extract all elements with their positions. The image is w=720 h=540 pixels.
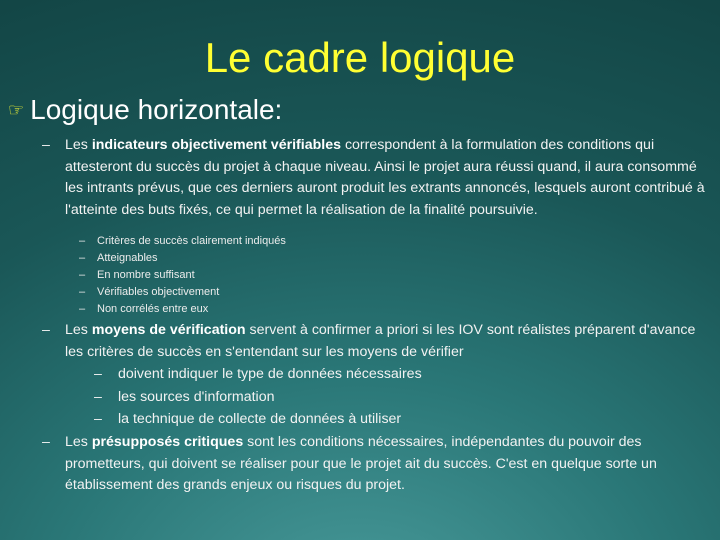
- dash-marker: –: [42, 322, 50, 338]
- dash-marker: –: [42, 137, 50, 153]
- bullet-iov-text: Les indicateurs objectivement vérifiables correspondent à la formulation des conditions qui attesteront du succès du projet à chaque niveau. Ainsi le projet aura réussi quand, il aura consommé les intrants prévus, que ces derniers auront produit les extrants annoncés, lesquels auront contribué à l'atteinte des buts fixés, ce qui permet la réalisation de la finalité poursuivie.: [65, 137, 705, 218]
- list-item: – En nombre suffisant: [79, 269, 195, 281]
- slide-title: Le cadre logique: [204, 34, 516, 81]
- pointing-hand-icon: ☞: [8, 100, 25, 120]
- section-heading: [8, 94, 282, 126]
- iov-criteria-list: [79, 233, 286, 318]
- bullet-mv: [30, 320, 714, 363]
- dash-marker: –: [42, 434, 50, 450]
- bullet-iov: [30, 135, 714, 221]
- bullet-pc-text: Les présupposés critiques sont les conditions nécessaires, indépendantes du pouvoir des prometteurs, qui doivent se réaliser pour que le projet ait du succès. C'est en quelque sorte un établissement des grands enjeux ou risques du projet.: [65, 434, 657, 493]
- list-item: – les sources d'information: [94, 388, 275, 405]
- heading-text: Logique horizontale:: [30, 94, 283, 125]
- bullet-pc: [30, 432, 714, 497]
- list-item: – la technique de collecte de données à utiliser: [94, 411, 402, 427]
- mv-items-list: [94, 363, 422, 431]
- list-item: – Non corrélés entre eux: [79, 303, 209, 315]
- bold-term: indicateurs objectivement vérifiables: [91, 137, 341, 153]
- list-item: – Atteignables: [79, 252, 158, 264]
- list-item: – Vérifiables objectivement: [79, 286, 220, 298]
- list-item: – Critères de succès clairement indiqués: [79, 235, 286, 247]
- bold-term: présupposés critiques: [91, 434, 244, 450]
- bullet-mv-text: Les moyens de vérification servent à confirmer a priori si les IOV sont réalistes préparent d'avance les critères de succès en s'entendant sur les moyens de vérifier: [65, 322, 696, 360]
- bold-term: moyens de vérification: [91, 322, 246, 338]
- list-item: – doivent indiquer le type de données nécessaires: [94, 366, 422, 382]
